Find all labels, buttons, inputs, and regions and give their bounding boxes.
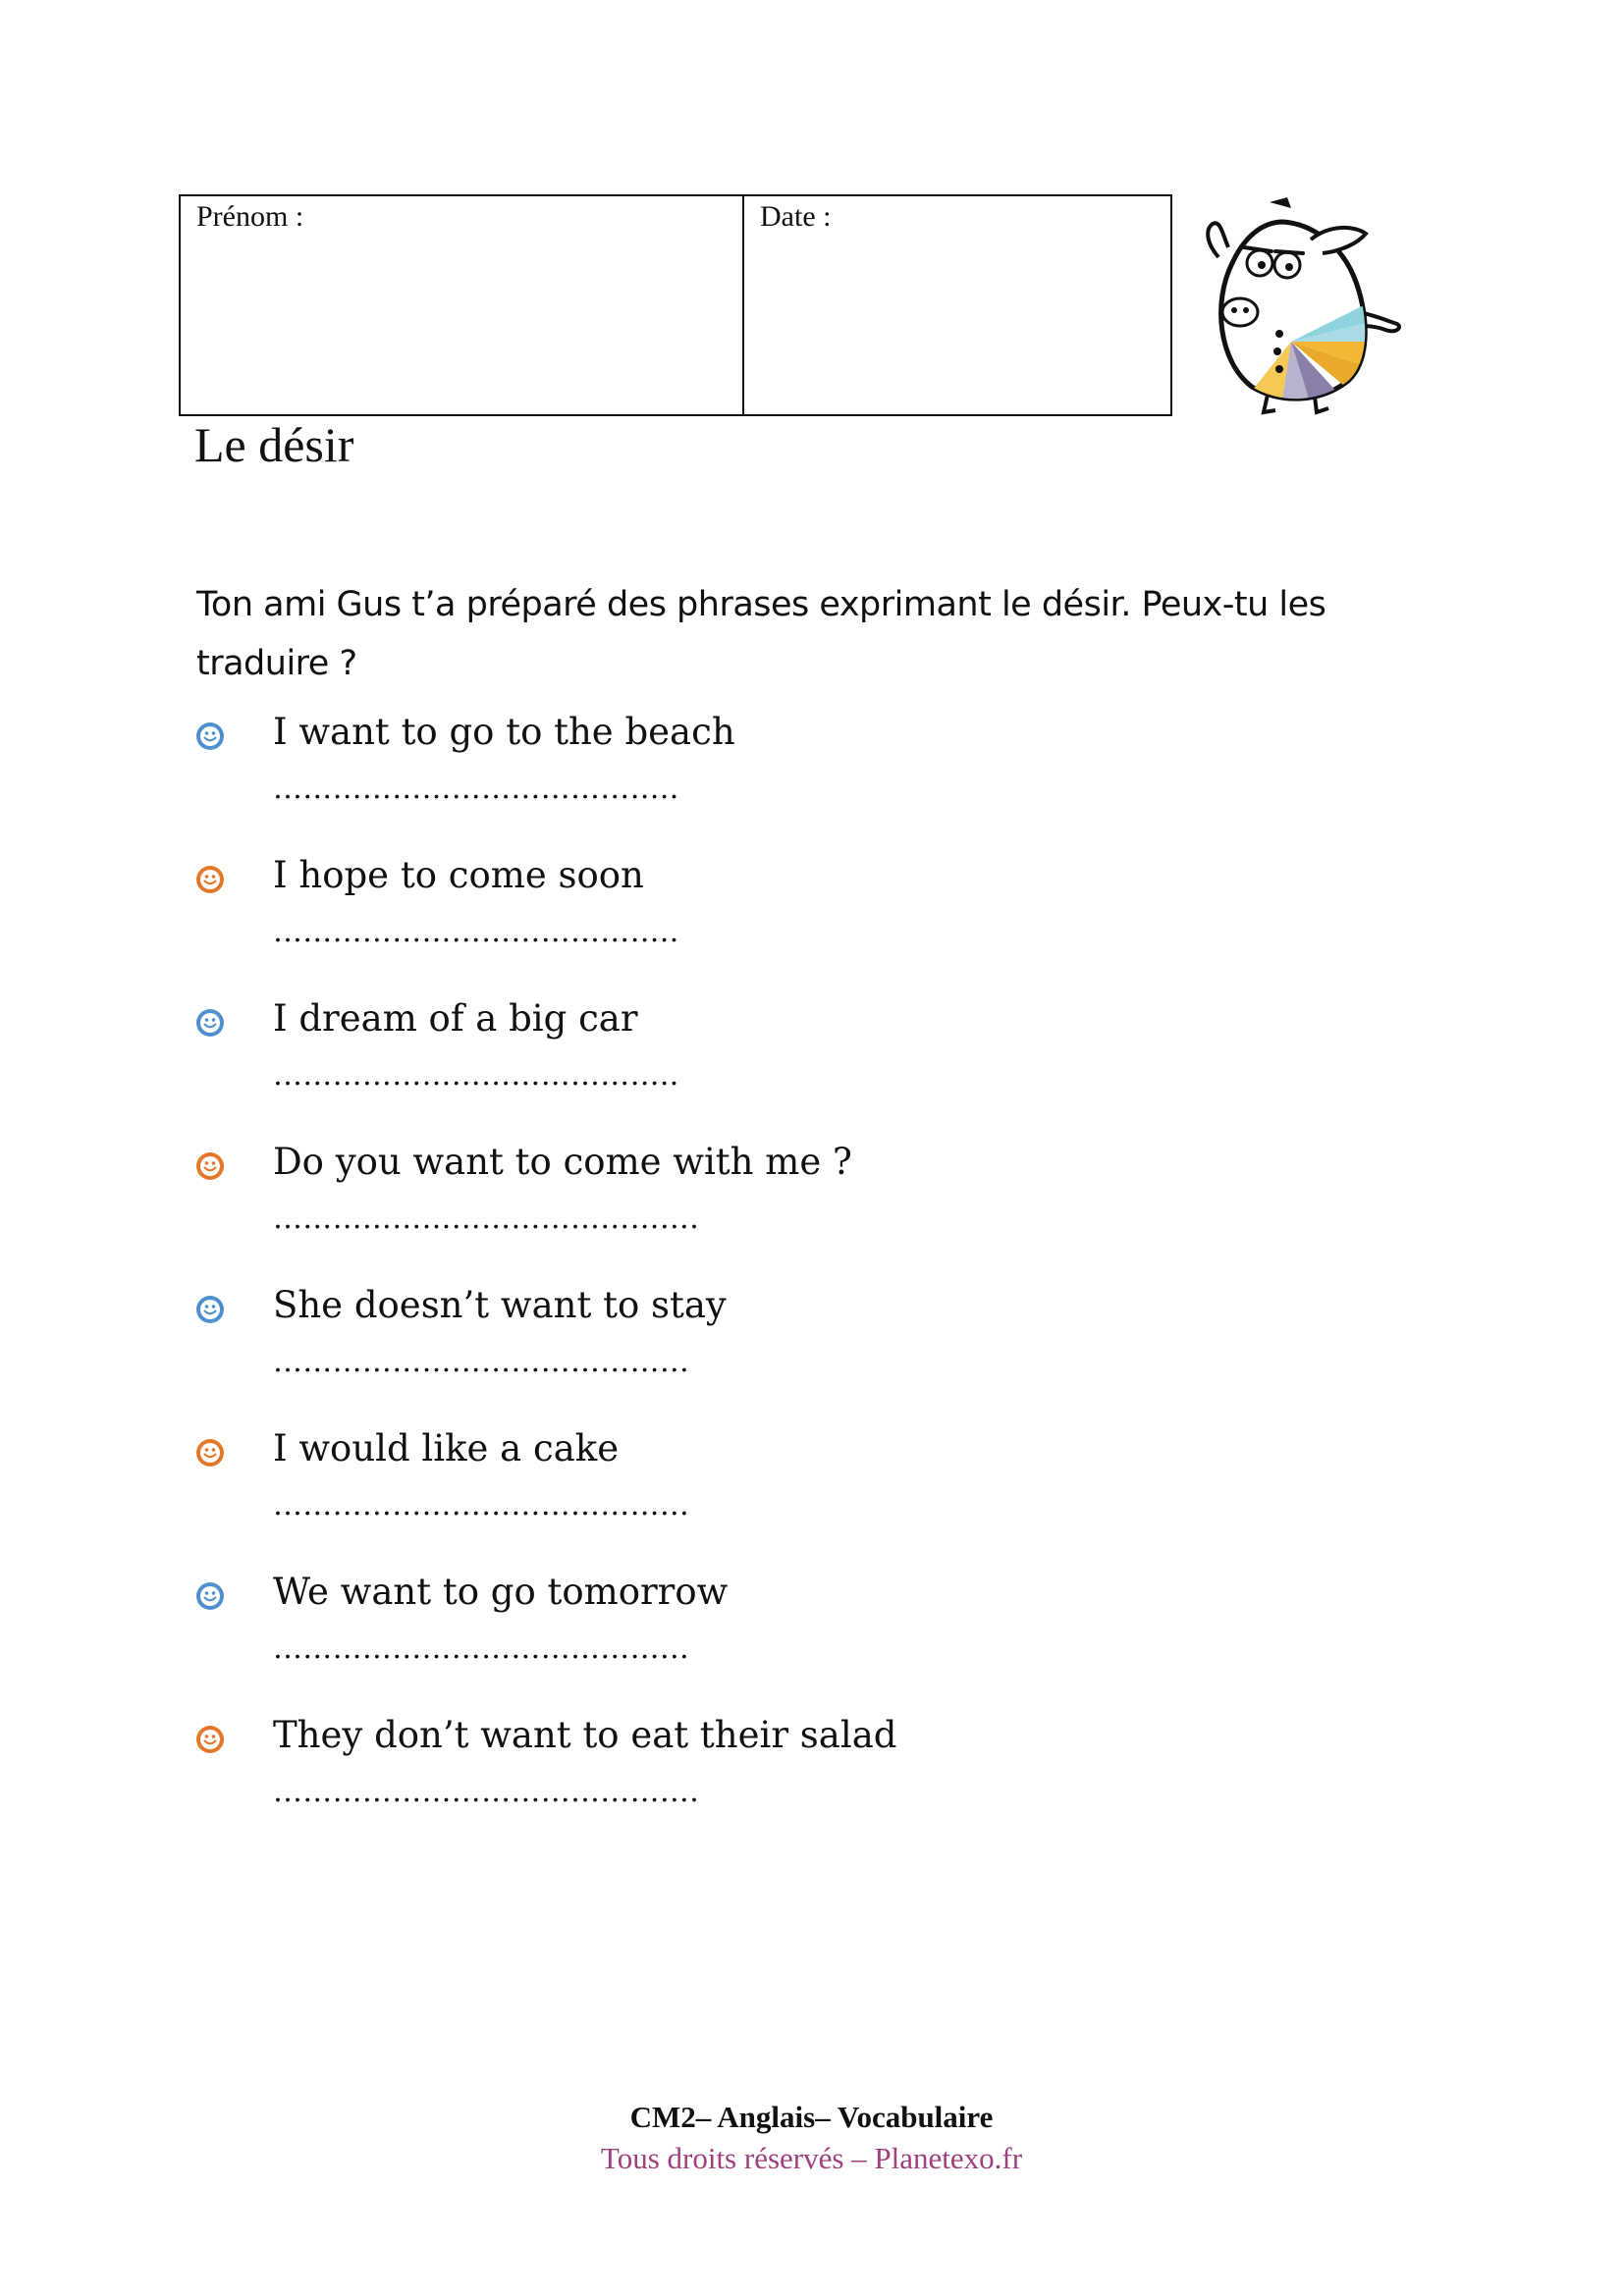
exercise-item-4 [194,1137,1373,1280]
page-footer [0,2096,1623,2178]
english-sentence: I want to go to the beach [273,711,735,753]
smiley-orange-icon [194,1437,226,1468]
footer-subject: CM2– Anglais– Vocabulaire [629,2100,994,2134]
instruction-text: Ton ami Gus t’a préparé des phrases exprimant le désir. Peux-tu les traduire ? [196,585,1326,683]
smiley-blue-icon [194,1007,226,1039]
exercise-item-2 [194,850,1373,993]
english-sentence: She doesn’t want to stay [273,1284,727,1326]
smiley-blue-icon [194,1580,226,1612]
student-info-table [179,194,1172,416]
name-label: Prénom : [196,200,304,233]
answer-line[interactable]: …………………………………… [273,1488,690,1522]
exercise-list [194,707,1373,1853]
smiley-blue-icon [194,1294,226,1325]
english-sentence: Do you want to come with me ? [273,1141,852,1183]
exercise-item-6 [194,1423,1373,1567]
gus-mascot-icon [1193,194,1409,415]
english-sentence: I dream of a big car [273,997,638,1040]
answer-line[interactable]: ……………………………………. [273,1775,700,1809]
date-cell[interactable] [744,196,1170,414]
english-sentence: We want to go tomorrow [273,1571,729,1613]
exercise-item-3 [194,993,1373,1137]
exercise-item-5 [194,1280,1373,1423]
english-sentence: I would like a cake [273,1427,620,1469]
exercise-item-7 [194,1567,1373,1710]
exercise-item-8 [194,1710,1373,1853]
page-title: Le désir [194,417,354,472]
english-sentence: I hope to come soon [273,854,644,896]
answer-line[interactable]: ………………………………….. [273,1058,679,1093]
answer-line[interactable]: …………………………………… [273,1631,690,1666]
smiley-orange-icon [194,1150,226,1182]
smiley-blue-icon [194,721,226,752]
smiley-orange-icon [194,864,226,895]
footer-copyright: Tous droits réservés – Planetexo.fr [600,2141,1023,2175]
name-cell[interactable] [181,196,744,414]
answer-line[interactable]: ……………………………………. [273,1201,700,1236]
smiley-orange-icon [194,1724,226,1755]
answer-line[interactable]: …………………………………… [273,1345,690,1379]
date-label: Date : [760,200,832,233]
answer-line[interactable]: ………………………………….. [273,772,679,806]
exercise-item-1 [194,707,1373,850]
answer-line[interactable]: ………………………………….. [273,915,679,949]
english-sentence: They don’t want to eat their salad [273,1714,897,1756]
